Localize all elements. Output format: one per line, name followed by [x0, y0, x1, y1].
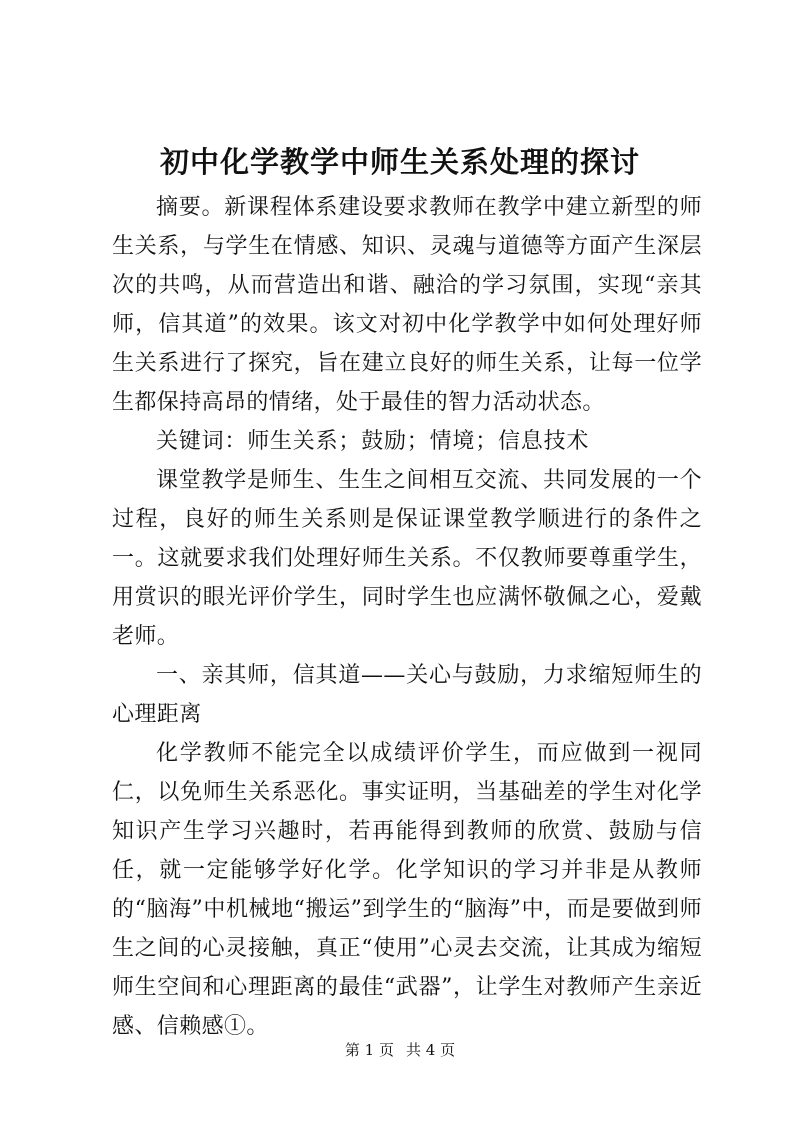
document-title: 初中化学教学中师生关系处理的探讨 [159, 145, 640, 179]
intro-paragraph: 课堂教学是师生、生生之间相互交流、共同发展的一个过程，良好的师生关系则是保证课堂教学顺进行的条件之一。这就要求我们处理好师生关系。不仅教师要尊重学生，用赏识的眼光评价学生，同时学生也应满怀敬佩之心，爱戴老师。 [112, 468, 702, 649]
page-footer [0, 1040, 800, 1060]
page-total: 共 4 页 [406, 1041, 456, 1059]
document-body [112, 188, 702, 1046]
section-paragraph: 化学教师不能完全以成绩评价学生，而应做到一视同仁，以免师生关系恶化。事实证明，当基础差的学生对化学知识产生学习兴趣时，若再能得到教师的欣赏、鼓励与信任，就一定能够学好化学。化学知识的学习并非是从教师的“脑海”中机械地“搬运”到学生的“脑海”中，而是要做到师生之间的心灵接触，真正“使用”心灵去交流，让其成为缩短师生空间和心理距离的最佳“武器”，让学生对教师产生亲近感、信赖感①。 [112, 741, 702, 1039]
section-heading: 一、亲其师，信其道——关心与鼓励，力求缩短师生的心理距离 [112, 663, 702, 727]
page-number: 第 1 页 [344, 1041, 394, 1059]
keywords-paragraph: 关键词：师生关系；鼓励；情境；信息技术 [156, 429, 590, 454]
abstract-paragraph: 摘要。新课程体系建设要求教师在教学中建立新型的师生关系，与学生在情感、知识、灵魂与道德等方面产生深层次的共鸣，从而营造出和谐、融洽的学习氛围，实现“亲其师，信其道”的效果。该文对初中化学教学中如何处理好师生关系进行了探究，旨在建立良好的师生关系，让每一位学生都保持高昂的情绪，处于最佳的智力活动状态。 [112, 195, 702, 415]
